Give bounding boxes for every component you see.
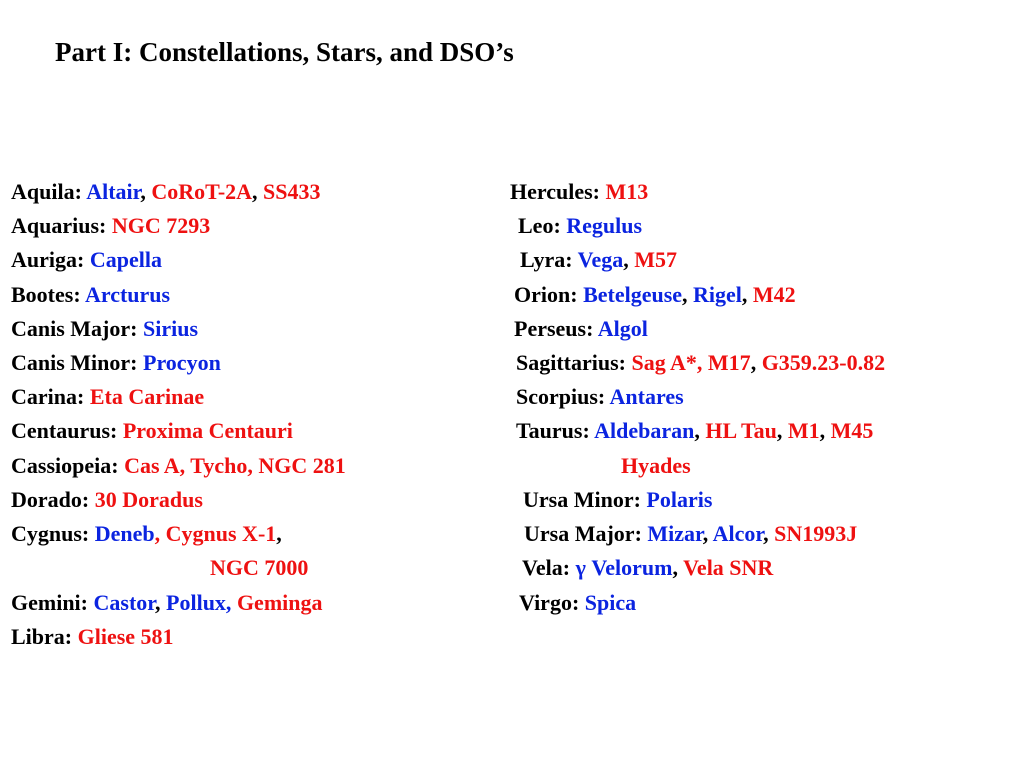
entry-label: Virgo:: [519, 590, 585, 615]
constellation-entry: [519, 588, 636, 618]
constellation-entry: [11, 519, 282, 549]
dso-name: M1: [787, 418, 820, 443]
constellation-entry: [11, 211, 210, 241]
constellation-entry: [11, 622, 174, 652]
dso-name: 30 Doradus: [94, 487, 203, 512]
dso-name: M57: [634, 247, 678, 272]
entry-label: ,: [252, 179, 264, 204]
star-name: Polaris: [646, 487, 713, 512]
star-name: Aldebaran: [594, 418, 695, 443]
entry-label: ,: [763, 521, 775, 546]
entry-label: Hercules:: [510, 179, 606, 204]
constellation-entry: [210, 553, 308, 583]
dso-name: NGC 7000: [210, 555, 309, 580]
constellation-entry: [516, 416, 873, 446]
entry-label: Canis Major:: [11, 316, 143, 341]
entry-label: Perseus:: [514, 316, 598, 341]
entry-label: ,: [155, 590, 167, 615]
entry-label: Orion:: [514, 282, 584, 307]
dso-name: Geminga: [236, 590, 323, 615]
constellation-entry: [516, 382, 684, 412]
dso-name: CoRoT-2A: [151, 179, 253, 204]
star-name: Procyon: [143, 350, 221, 375]
entry-label: Taurus:: [516, 418, 595, 443]
dso-name: NGC 7293: [111, 213, 211, 238]
dso-name: M13: [605, 179, 649, 204]
constellation-entry: [514, 280, 796, 310]
dso-name: G359.23-0.82: [761, 350, 886, 375]
star-name: Mizar: [647, 521, 703, 546]
star-name: Betelgeuse: [583, 282, 683, 307]
star-name: Spica: [584, 590, 637, 615]
star-name: Arcturus: [84, 282, 171, 307]
entry-label: Libra:: [11, 624, 78, 649]
star-name: Altair: [86, 179, 141, 204]
entry-label: Ursa Minor:: [523, 487, 647, 512]
star-name: Castor: [93, 590, 156, 615]
star-name: Algol: [597, 316, 648, 341]
dso-name: Gliese 581: [77, 624, 174, 649]
entry-label: Vela:: [522, 555, 576, 580]
constellation-entry: [11, 314, 198, 344]
constellation-entry: [11, 382, 204, 412]
constellation-entry: [11, 280, 170, 310]
dso-name: Cas A, Tycho, NGC 281: [124, 453, 346, 478]
constellation-entry: [510, 177, 648, 207]
constellation-entry: [621, 451, 691, 481]
entry-label: ,: [776, 418, 788, 443]
entry-label: ,: [276, 521, 282, 546]
dso-name: Vela SNR: [683, 555, 774, 580]
entry-label: ,: [682, 282, 694, 307]
constellation-entry: [11, 348, 221, 378]
entry-label: Lyra:: [520, 247, 578, 272]
dso-name: SN1993J: [774, 521, 858, 546]
entry-label: Gemini:: [11, 590, 94, 615]
entry-label: Canis Minor:: [11, 350, 143, 375]
entry-label: ,: [702, 521, 713, 546]
entry-label: ,: [694, 418, 706, 443]
constellation-entry: [11, 416, 293, 446]
dso-name: Sag A*, M17: [631, 350, 751, 375]
dso-name: Eta Carinae: [89, 384, 205, 409]
entry-label: ,: [741, 282, 753, 307]
entry-label: ,: [750, 350, 762, 375]
entry-label: Aquila:: [11, 179, 87, 204]
star-name: Vega: [577, 247, 624, 272]
dso-name: Cygnus X-1: [165, 521, 277, 546]
star-name: γ Velorum: [575, 555, 673, 580]
entry-label: Dorado:: [11, 487, 95, 512]
entry-label: Cygnus:: [11, 521, 95, 546]
constellation-entry: [11, 245, 162, 275]
constellation-entry: [11, 588, 323, 618]
entry-label: Aquarius:: [11, 213, 112, 238]
star-name: Deneb: [94, 521, 155, 546]
constellation-entry: [518, 211, 642, 241]
page-title: Part I: Constellations, Stars, and DSO’s: [55, 37, 514, 67]
dso-name: ,: [154, 521, 166, 546]
entry-label: ,: [140, 179, 152, 204]
dso-name: Proxima Centauri: [122, 418, 293, 443]
entry-label: Carina:: [11, 384, 90, 409]
dso-name: M42: [752, 282, 796, 307]
constellation-entry: [11, 485, 203, 515]
constellation-entry: [11, 177, 321, 207]
entry-label: Cassiopeia:: [11, 453, 125, 478]
entry-label: Leo:: [518, 213, 567, 238]
star-name: Rigel: [693, 282, 742, 307]
star-name: Sirius: [142, 316, 199, 341]
entry-label: Ursa Major:: [524, 521, 648, 546]
constellation-entry: [524, 519, 857, 549]
star-name: Pollux,: [166, 590, 237, 615]
dso-name: M45: [830, 418, 874, 443]
entry-label: ,: [623, 247, 635, 272]
star-name: Regulus: [566, 213, 643, 238]
constellation-entry: [520, 245, 677, 275]
dso-name: HL Tau: [705, 418, 777, 443]
entry-label: Centaurus:: [11, 418, 123, 443]
star-name: Antares: [609, 384, 684, 409]
entry-label: Auriga:: [11, 247, 90, 272]
entry-label: Scorpius:: [516, 384, 610, 409]
constellation-entry: [514, 314, 648, 344]
constellation-entry: [516, 348, 885, 378]
constellation-entry: [522, 553, 773, 583]
star-name: Alcor: [712, 521, 764, 546]
constellation-entry: [11, 451, 346, 481]
dso-name: Hyades: [621, 453, 691, 478]
star-name: Capella: [89, 247, 162, 272]
constellation-entry: [523, 485, 712, 515]
entry-label: ,: [672, 555, 684, 580]
entry-label: Sagittarius:: [516, 350, 632, 375]
entry-label: ,: [819, 418, 831, 443]
dso-name: SS433: [263, 179, 321, 204]
entry-label: Bootes:: [11, 282, 85, 307]
